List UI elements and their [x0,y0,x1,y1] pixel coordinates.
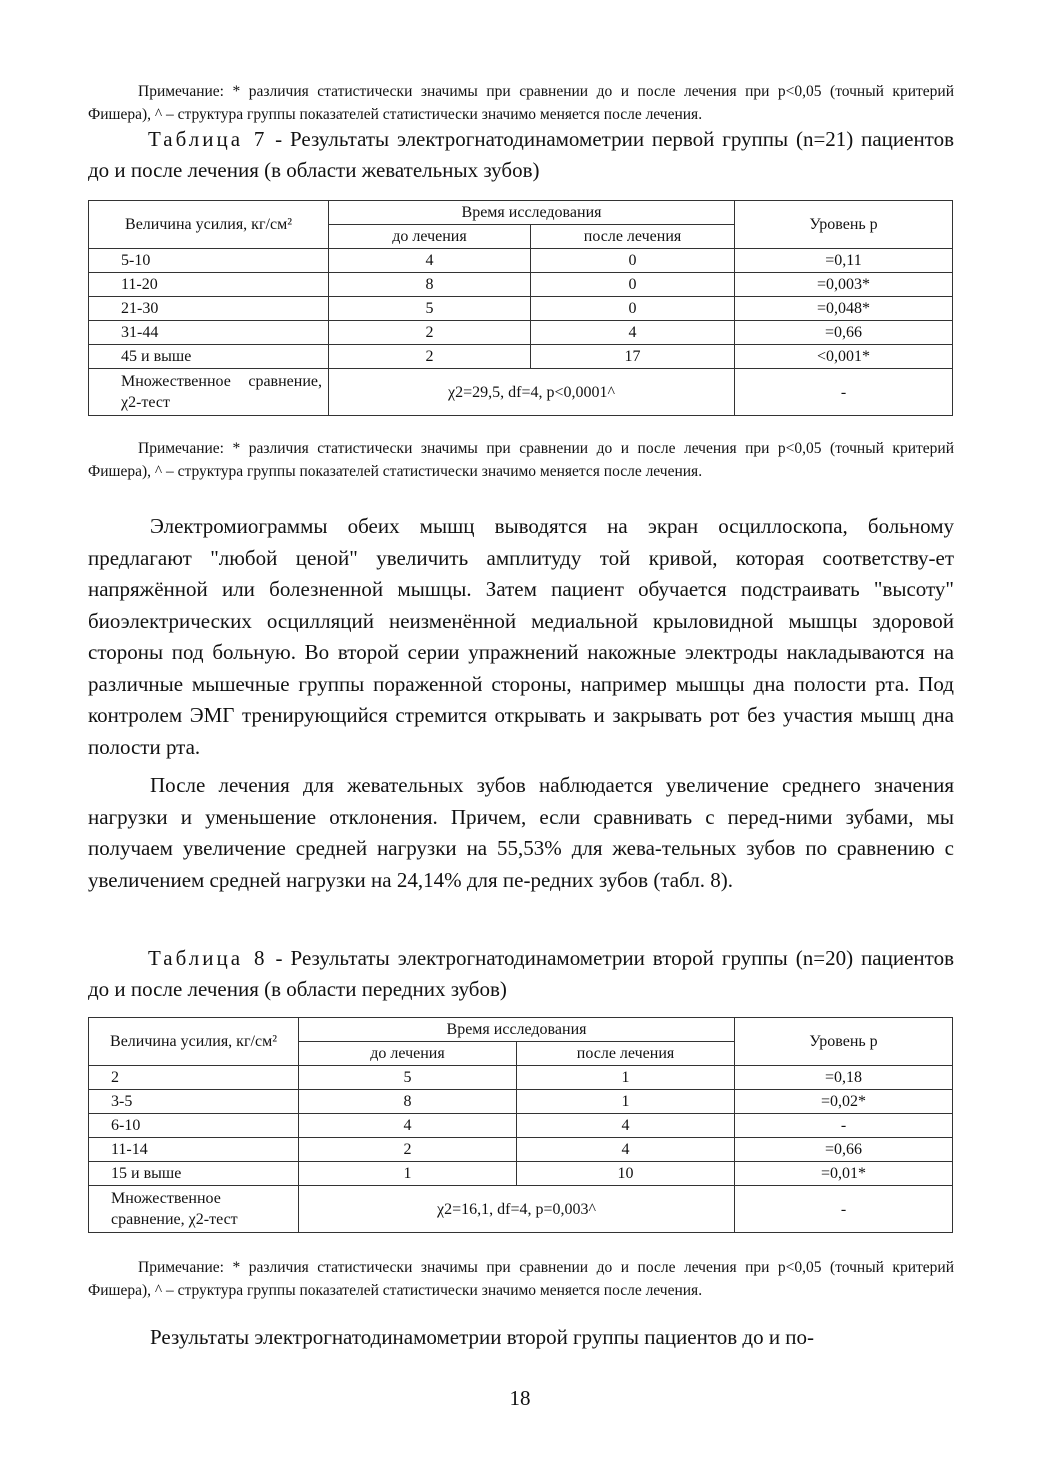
table7-multi-label: Множественное сравнение, χ2-тест [89,369,329,416]
table-row: 11-20 8 0 =0,003* [89,273,953,297]
final-paragraph: Результаты электрогнатодинамометрии второй группы пациентов до и по- [150,1325,815,1349]
table8-multi-value: χ2=16,1, df=4, p=0,003^ [299,1186,735,1233]
table7-head-before: до лечения [329,225,531,249]
table-row-multi [89,369,953,416]
paragraph-1: Электромиограммы обеих мышц выводятся на экран осциллоскопа, больному предлагают "любой ценой" увеличить амплитуду той кривой, которая соответству-ет напряжённой или болезненной мышцы. Затем пациент обучается подстраивать "высоту" биоэлектрических осцилляций неизменённой медиальной крыловидной мышцы здоровой стороны под больную. Во второй серии упражнений накожные электроды накладываются на различные мышечные группы пораженной стороны, например мышцы дна полости рта. Под контролем ЭМГ тренирующийся стремится открывать и закрывать рот без участия мышц дна полости рта. [88,514,954,759]
table8-multi-p: - [735,1186,953,1233]
page-number: 18 [509,1386,531,1410]
table8-head-time: Время исследования [299,1018,735,1042]
table-row: 21-30 5 0 =0,048* [89,297,953,321]
paragraph-2: После лечения для жевательных зубов наблюдается увеличение среднего значения нагрузки и уменьшение отклонения. Причем, если сравнивать с перед-ними зубами, мы получаем увеличение средней нагрузки на 55,53% для жева-тельных зубов по сравнению с увеличением средней нагрузки на 24,14% для пе-редних зубов (табл. 8). [88,773,954,892]
table-row: 2 5 1 =0,18 [89,1066,953,1090]
table-row: 3-5 8 1 =0,02* [89,1090,953,1114]
table-row: 15 и выше 1 10 =0,01* [89,1162,953,1186]
table8-head-level: Уровень p [735,1018,953,1066]
table-row: 45 и выше 2 17 <0,001* [89,345,953,369]
table-row: 11-14 2 4 =0,66 [89,1138,953,1162]
table7-caption-label: Таблица 7 [148,127,268,151]
table7-multi-p: - [735,369,953,416]
table8-head-force: Величина усилия, кг/см² [89,1018,299,1066]
note-top: Примечание: * различия статистически значимы при сравнении до и после лечения при p<0,05 (точный критерий Фишера), ^ – структура группы показателей статистически значимо меняется после лечения. [88,83,954,123]
table-row: 31-44 2 4 =0,66 [89,321,953,345]
table7-caption [88,124,954,186]
table8 [88,1017,953,1233]
table7-multi-value: χ2=29,5, df=4, p<0,0001^ [329,369,735,416]
table8-head-after: после лечения [517,1042,735,1066]
table8-caption [88,943,954,1005]
table-row: 5-10 4 0 =0,11 [89,249,953,273]
table8-head-before: до лечения [299,1042,517,1066]
table7-caption-text: - Результаты электрогнатодинамометрии первой группы (n=21) пациентов до и после лечения (в области жевательных зубов) [88,127,954,182]
table7-head-time: Время исследования [329,201,735,225]
table-row: 6-10 4 4 - [89,1114,953,1138]
table7-head-level: Уровень p [735,201,953,249]
table8-multi-label: Множественное сравнение, χ2-тест [89,1186,299,1233]
table8-caption-text: - Результаты электрогнатодинамометрии второй группы (n=20) пациентов до и после лечения (в области передних зубов) [88,946,954,1001]
table7-note: Примечание: * различия статистически значимы при сравнении до и после лечения при p<0,05 (точный критерий Фишера), ^ – структура группы показателей статистически значимо меняется после лечения. [88,440,954,480]
table7-head-force: Величина усилия, кг/см² [89,201,329,249]
table8-note: Примечание: * различия статистически значимы при сравнении до и после лечения при p<0,05 (точный критерий Фишера), ^ – структура группы показателей статистически значимо меняется после лечения. [88,1259,954,1299]
table8-caption-label: Таблица 8 [148,946,268,970]
table7-head-after: после лечения [531,225,735,249]
table7 [88,200,953,416]
table-row-multi [89,1186,953,1233]
